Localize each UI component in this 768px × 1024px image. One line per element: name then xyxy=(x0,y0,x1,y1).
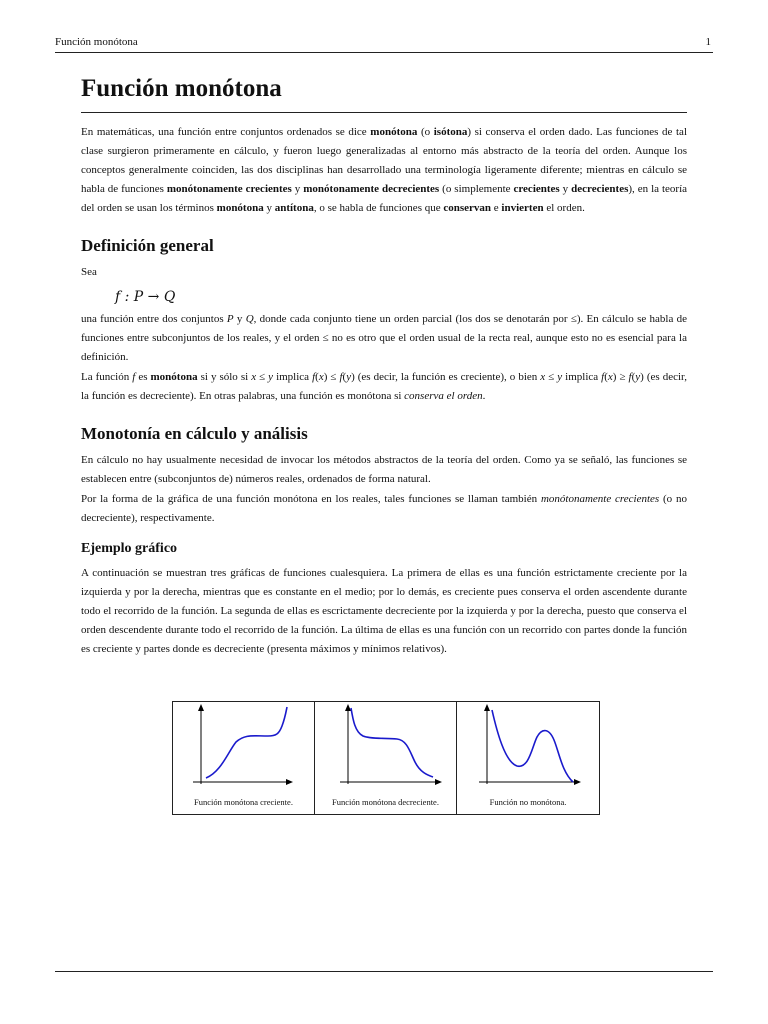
sea-text: Sea xyxy=(81,266,97,278)
caption-non-monotone: Función no monótona. xyxy=(489,797,567,807)
non-monotone-graph xyxy=(457,702,599,797)
function-graphs-figure xyxy=(172,701,600,815)
increasing-graph xyxy=(173,702,314,797)
non-monotone-curve xyxy=(492,710,573,782)
footer-rule xyxy=(55,971,713,972)
section-heading-calculo: Monotonía en cálculo y análisis xyxy=(81,424,308,443)
page-number: 1 xyxy=(705,36,711,48)
definicion-paragraph-2: La función f es monótona si y sólo si x ≤ y implica f(x) ≤ f(y) (es decir, la función es creciente), o bien x ≤ y implica f(x) ≥ f(y) (es decir, la función es decreciente). En otras palabras, una función es monótona si conserva el orden. xyxy=(81,371,687,402)
y-axis-arrow-icon xyxy=(345,704,351,711)
function-formula: f : P → Q xyxy=(115,289,176,305)
caption-increasing: Función monótona creciente. xyxy=(194,797,293,807)
graph-panel-increasing xyxy=(173,702,315,814)
x-axis-arrow-icon xyxy=(435,779,442,785)
decreasing-curve xyxy=(351,708,433,777)
graph-panel-non-monotone xyxy=(457,702,599,814)
calculo-paragraph-2: Por la forma de la gráfica de una función monótona en los reales, tales funciones se llaman también monótonamente crecientes (o no decreciente), respectivamente. xyxy=(81,493,687,524)
caption-decreasing: Función monótona decreciente. xyxy=(332,797,439,807)
article-title: Función monótona xyxy=(81,72,687,113)
running-header-title: Función monótona xyxy=(55,36,138,48)
section-heading-definicion: Definición general xyxy=(81,236,214,255)
y-axis-arrow-icon xyxy=(484,704,490,711)
calculo-paragraph-1: En cálculo no hay usualmente necesidad de invocar los métodos abstractos de la teoría del orden. Como ya se señaló, las funciones se establecen entre (subconjuntos de) números reales, ordenados de forma natural. xyxy=(81,454,687,485)
intro-paragraph: En matemáticas, una función entre conjuntos ordenados se dice monótona (o isótona) si conserva el orden dado. Las funciones de tal clase surgieron primeramente en cálculo, y fueron luego generalizadas al entorno más abstracto de la teoría del orden. Aunque los conceptos generalmente coinciden, las dos disciplinas han desarrollado una terminología ligeramente diferente; mientras en cálculo se habla de funciones monótonamente crecientes y monótonamente decrecientes (o simplemente crecientes y decrecientes), en la teoría del orden se usan los términos monótona y antítona, o se habla de funciones que conservan e invierten el orden. xyxy=(81,126,688,214)
definicion-paragraph-1: una función entre dos conjuntos P y Q, donde cada conjunto tiene un orden parcial (los dos se denotarán por ≤). En cálculo se habla de funciones entre subconjuntos de los reales, y el orden ≤ no es otro que el orden usual de la recta real, aunque esto no es esencial para la definición. xyxy=(81,313,688,363)
subsection-heading-ejemplo: Ejemplo gráfico xyxy=(81,541,178,556)
x-axis-arrow-icon xyxy=(574,779,581,785)
decreasing-graph xyxy=(315,702,456,797)
x-axis-arrow-icon xyxy=(286,779,293,785)
running-header xyxy=(55,36,713,53)
graph-panel-decreasing xyxy=(315,702,457,814)
y-axis-arrow-icon xyxy=(198,704,204,711)
article-body xyxy=(81,72,687,660)
increasing-curve xyxy=(206,707,287,778)
ejemplo-paragraph: A continuación se muestran tres gráficas de funciones cualesquiera. La primera de ellas es una función estrictamente creciente por la izquierda y por la derecha, mientras que es constante en el medio; por lo demás, es creciente pues conserva el orden ascendente durante todo el recorrido de la función. La segunda de ellas es escrictamente decreciente por la izquierda y por la derecha, puesto que conserva el orden descendente durante todo el recorrido de la función. La última de ellas es una función con un recorrido con partes donde la función es creciente y partes donde es decreciente (presenta máximos y mínimos relativos). xyxy=(81,567,687,655)
